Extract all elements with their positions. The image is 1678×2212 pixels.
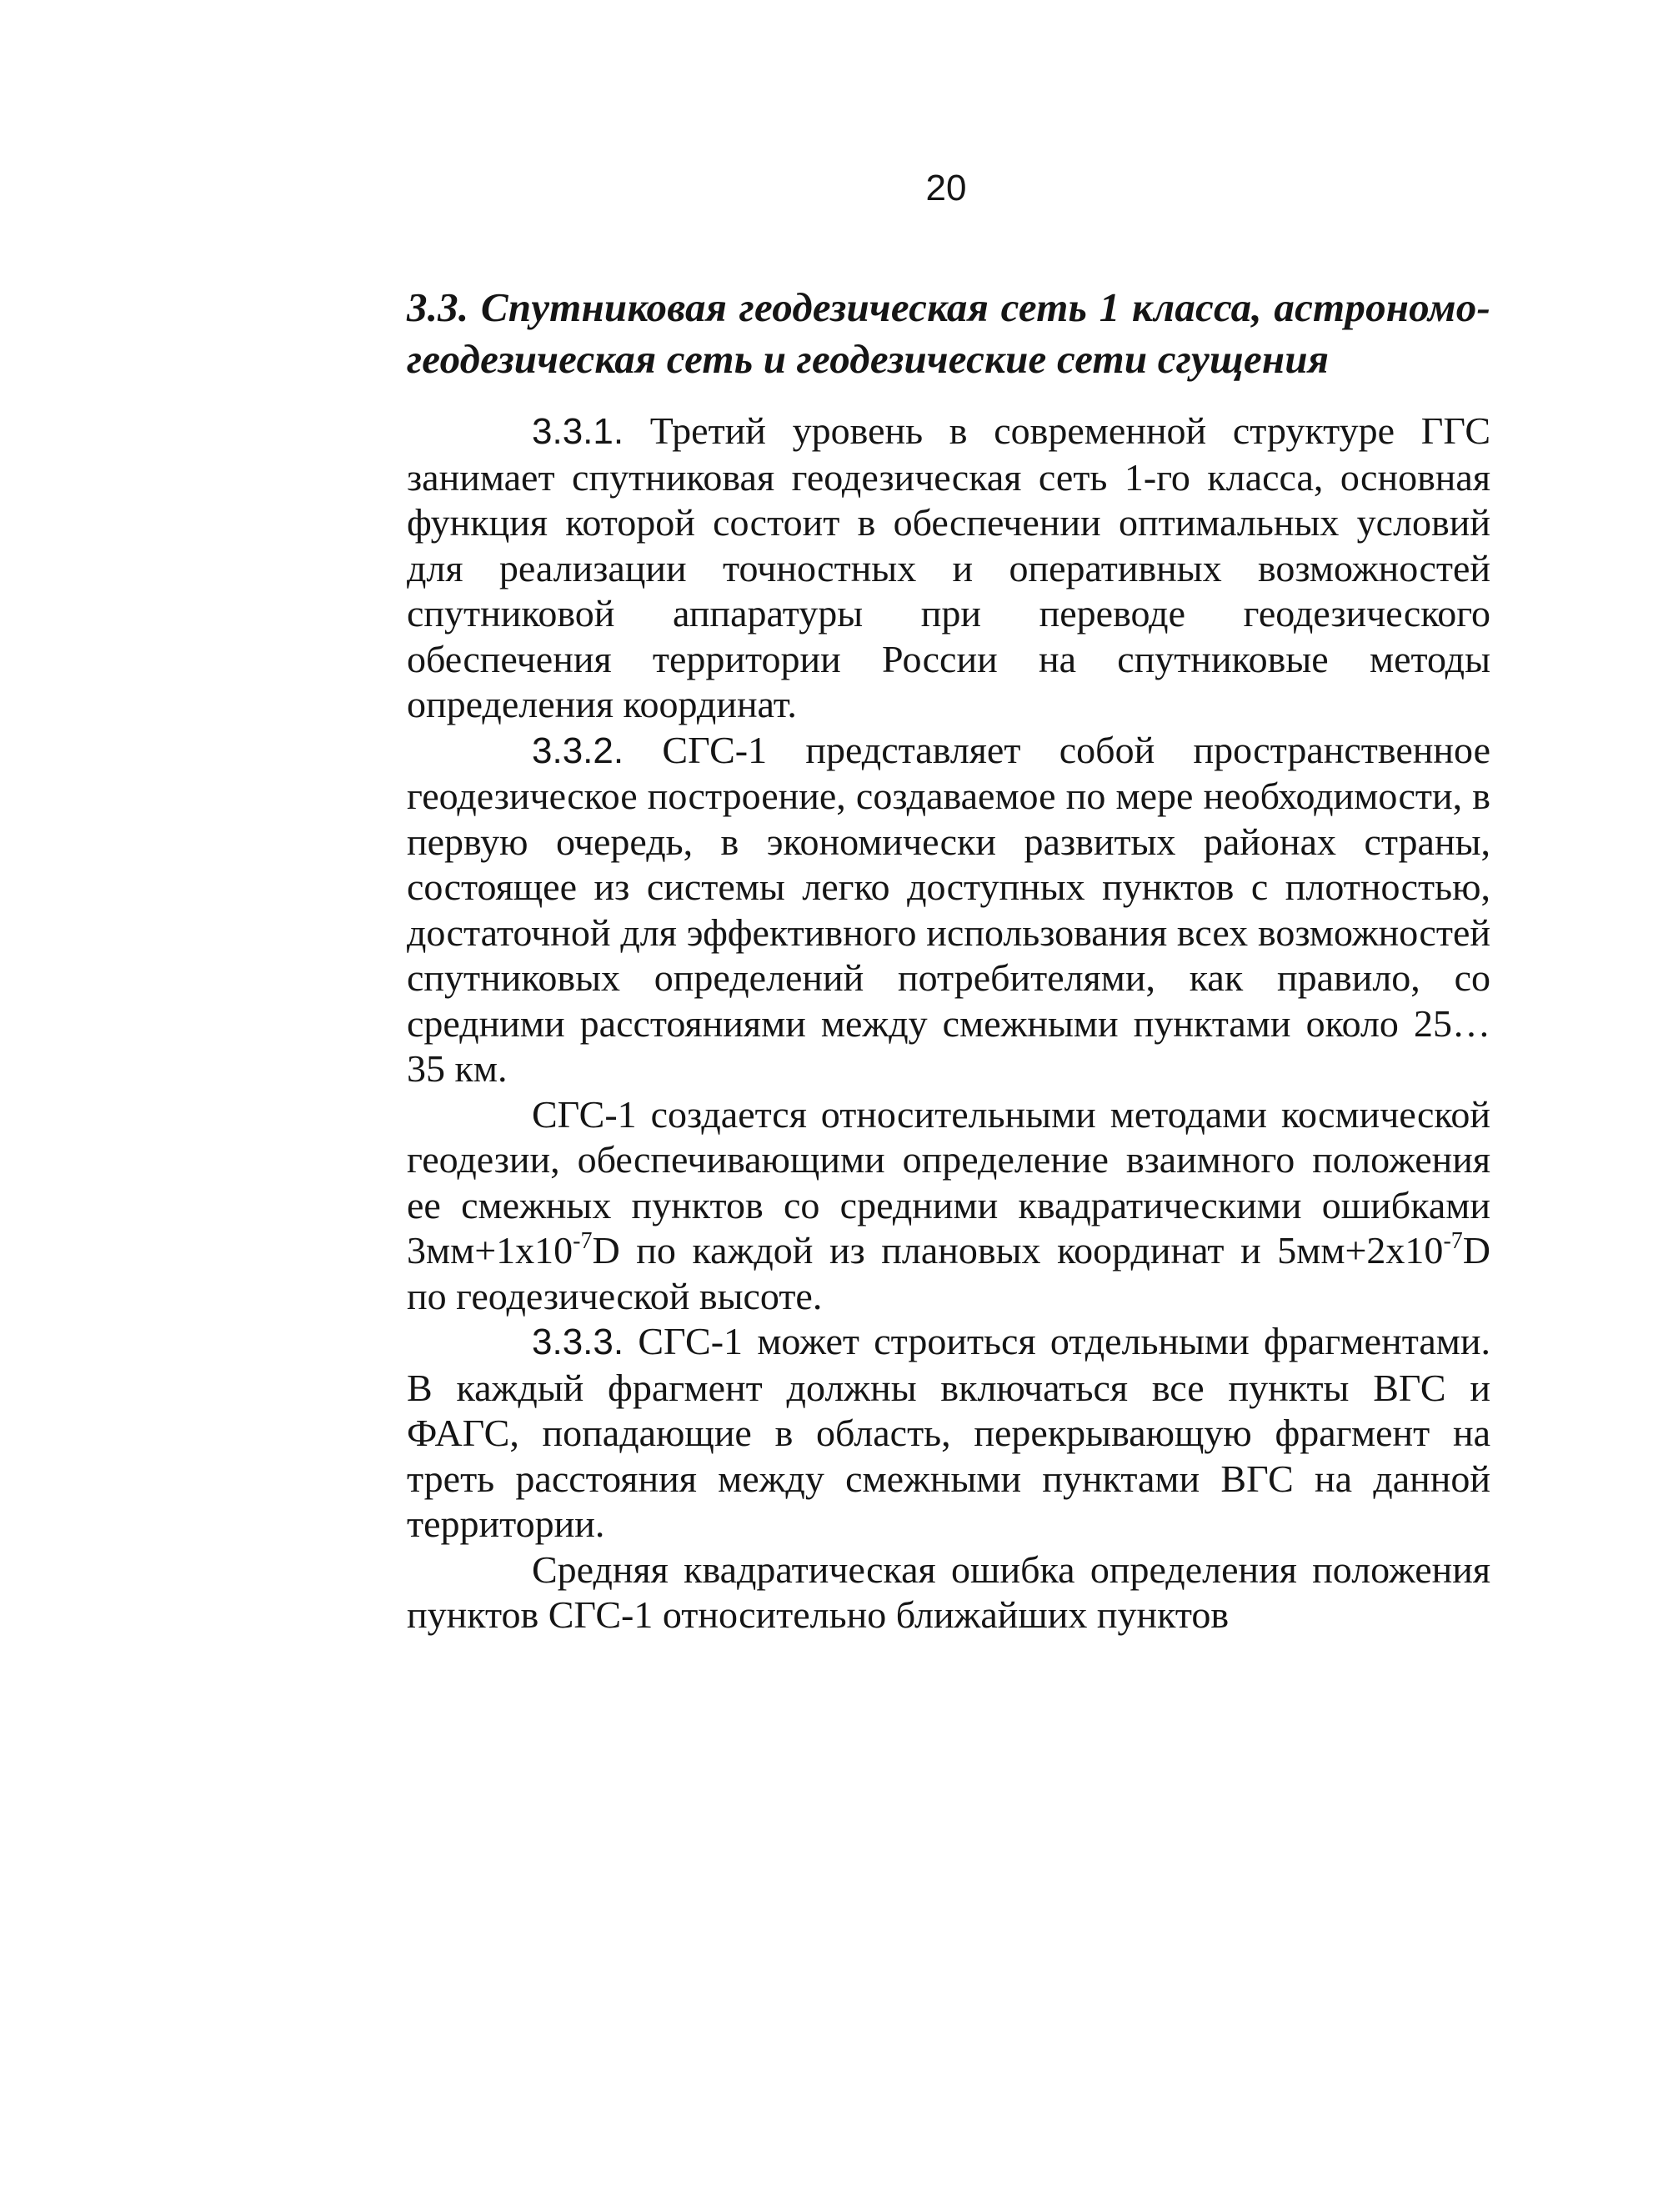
page-content bbox=[407, 282, 1490, 1638]
paragraph-3-3-3 bbox=[407, 1319, 1490, 1547]
exponent: -7 bbox=[1443, 1228, 1463, 1254]
paragraph-text: D по геодезической высоте. bbox=[407, 1229, 1490, 1317]
paragraph-text: СГС-1 создается относительными методами космической геодезии, обеспечивающими определение взаимного положения ее смежных пунктов со средними квадратическими ошибками 3мм+1х10 bbox=[407, 1092, 1490, 1272]
section-heading: 3.3. Спутниковая геодезическая сеть 1 класса, астрономо-геодезическая сеть и геодезические сети сгущения bbox=[407, 284, 1490, 382]
paragraph-text: СГС-1 представляет собой пространственное геодезическое построение, создаваемое по мере необходимости, в первую очередь, в экономически развитых районах страны, состоящее из системы легко доступных пунктов с плотностью, достаточной для эффективного использования всех возможностей спутниковых определений потребителями, как правило, со средними расстояниями между смежными пунктами около 25…35 км. bbox=[407, 728, 1490, 1090]
clause-number: 3.3.1. bbox=[532, 411, 624, 452]
clause-number: 3.3.3. bbox=[532, 1322, 624, 1362]
page-number: 20 bbox=[925, 168, 967, 208]
clause-number: 3.3.2. bbox=[532, 730, 624, 771]
paragraph-text: Третий уровень в современной структуре ГГС занимает спутниковая геодезическая сеть 1-го класса, основная функция которой состоит в обеспечении оптимальных условий для реализации точностных и оперативных возможностей спутниковой аппаратуры при переводе геодезического обеспечения территории России на спутниковые методы определения координат. bbox=[407, 409, 1490, 725]
paragraph-mean-error bbox=[407, 1547, 1490, 1638]
paragraph-3-3-2 bbox=[407, 728, 1490, 1092]
paragraph-text: Средняя квадратическая ошибка определения положения пунктов СГС-1 относительно ближайших пунктов bbox=[407, 1547, 1490, 1636]
paragraph-text: СГС-1 может строиться отдельными фрагментами. В каждый фрагмент должны включаться все пункты ВГС и ФАГС, попадающие в область, перекрывающую фрагмент на треть расстояния между смежными пунктами ВГС на данной территории. bbox=[407, 1320, 1490, 1545]
paragraph-3-3-1 bbox=[407, 409, 1490, 728]
paragraph-sgs1-accuracy bbox=[407, 1092, 1490, 1320]
paragraph-text: D по каждой из плановых координат и 5мм+2х10 bbox=[592, 1229, 1444, 1272]
exponent: -7 bbox=[573, 1228, 593, 1254]
